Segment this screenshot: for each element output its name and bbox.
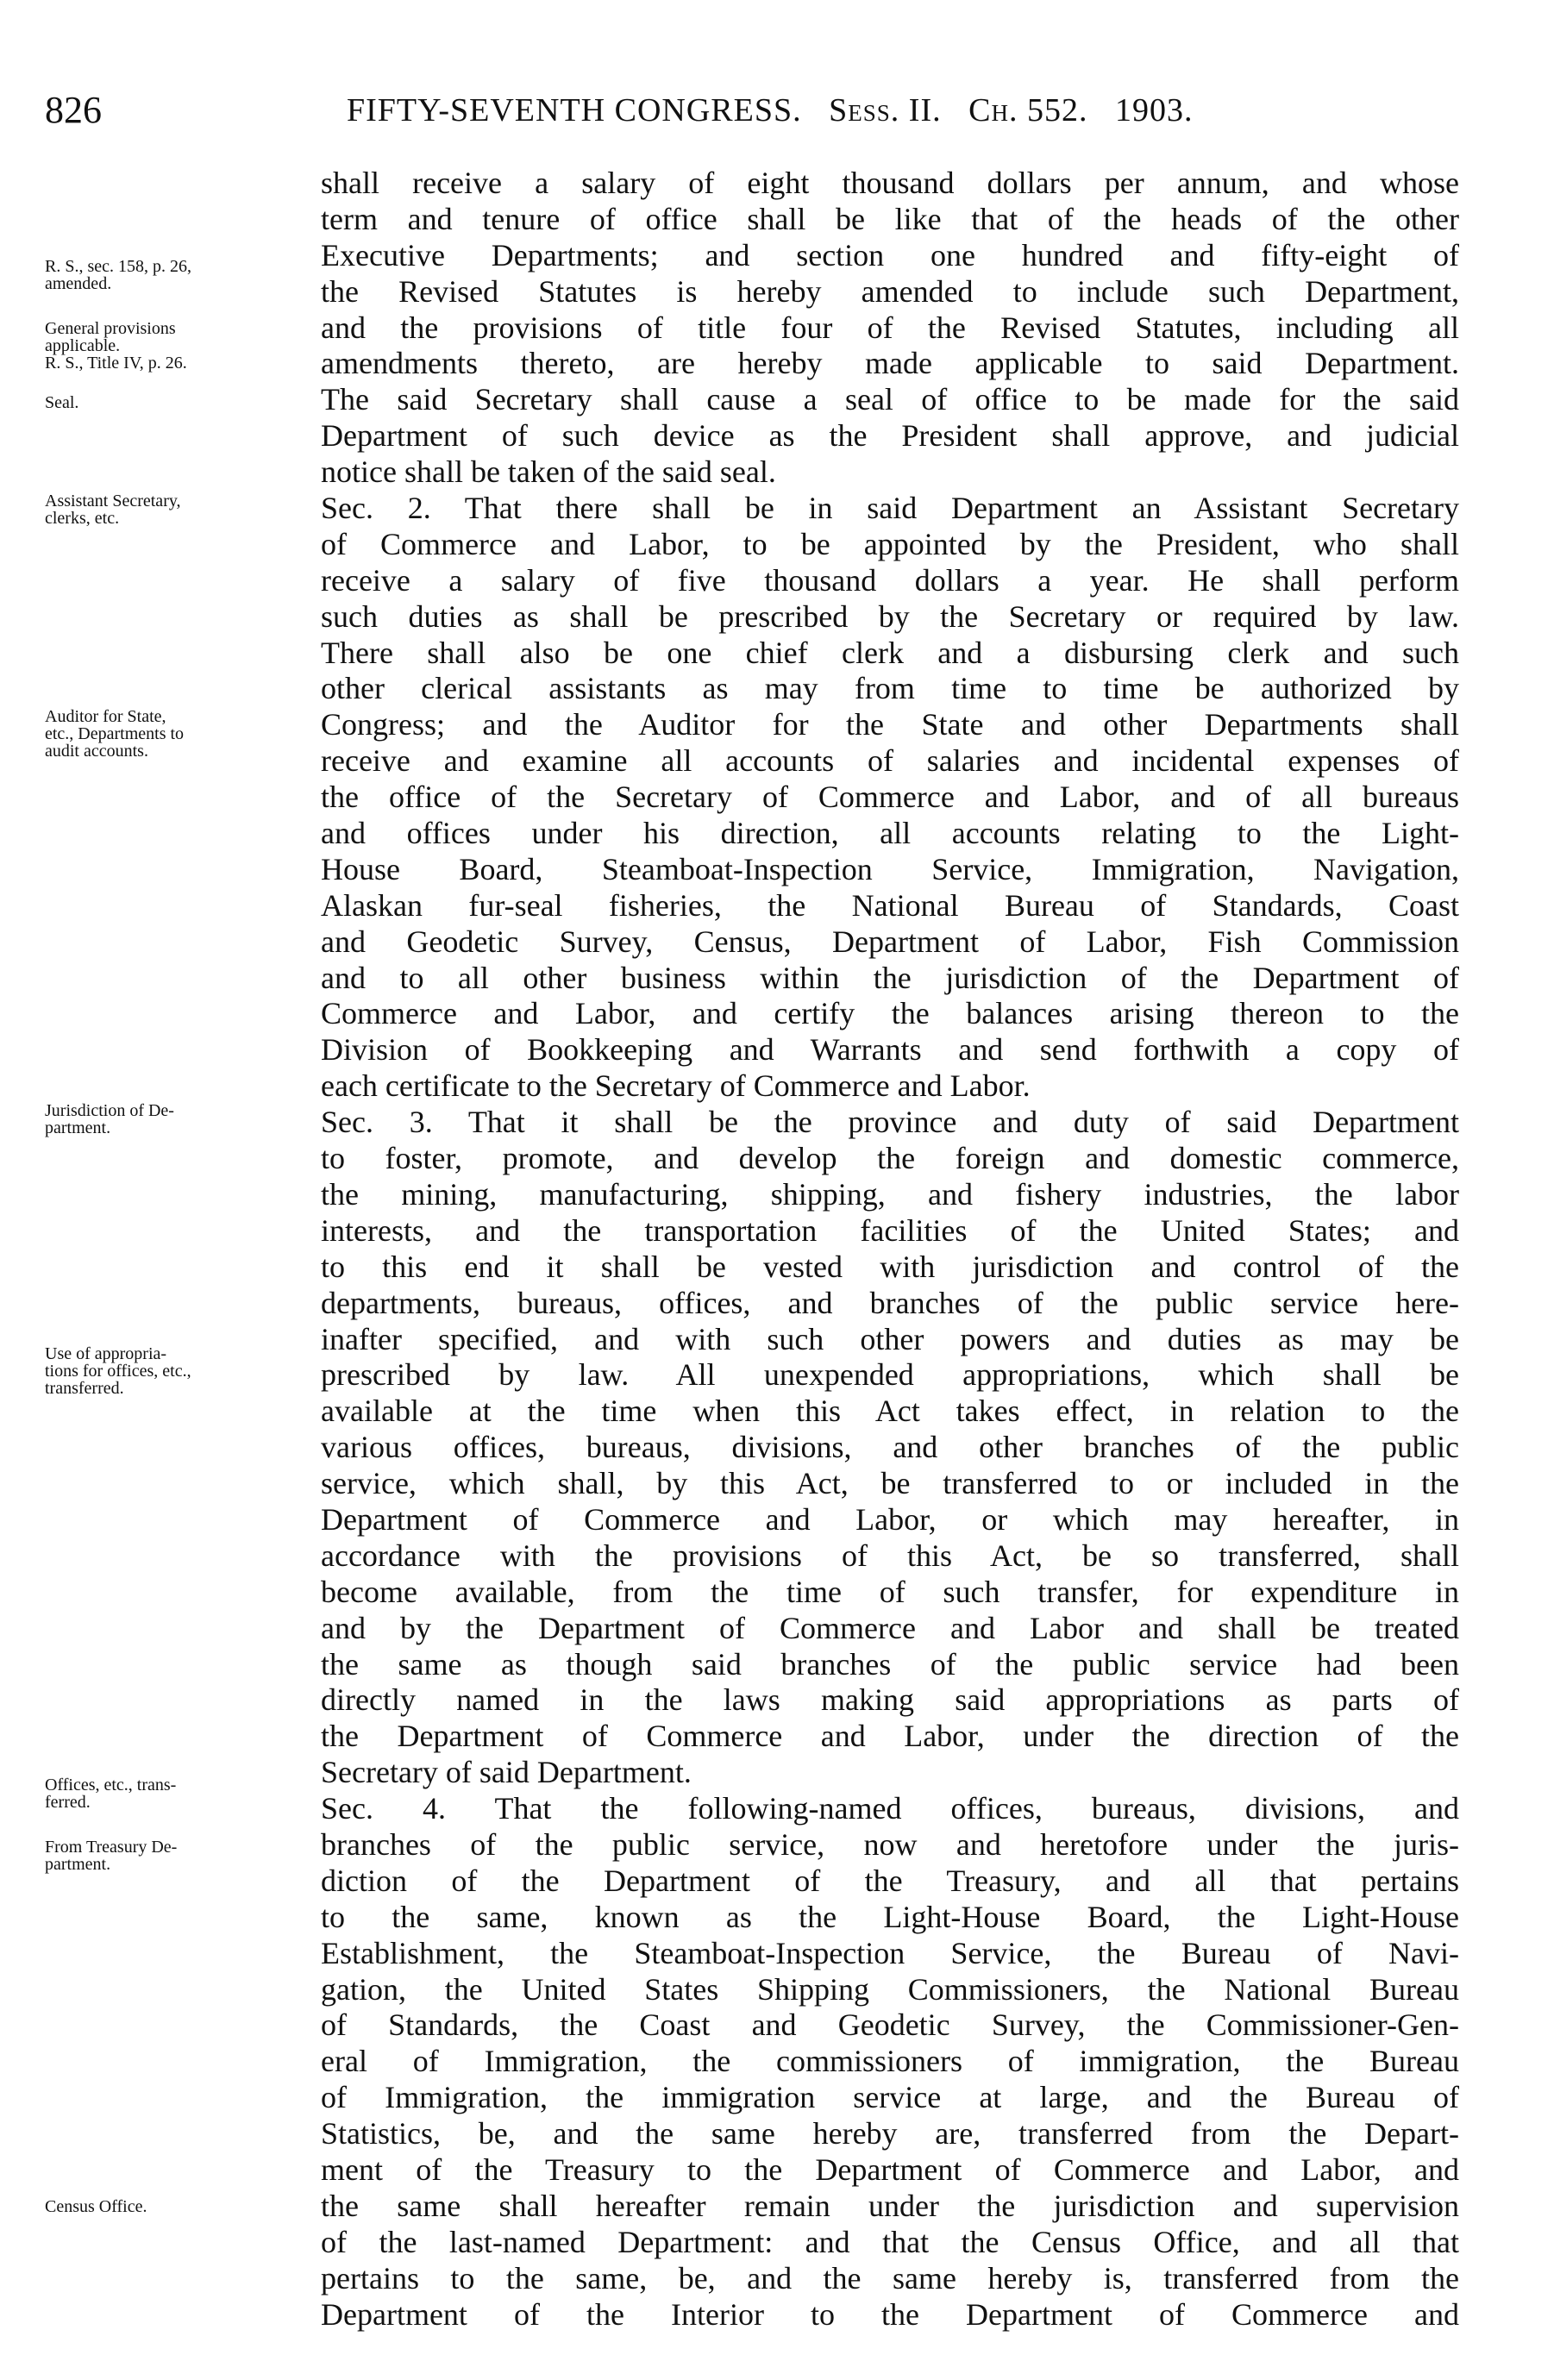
text-line: available at the time when this Act takes effect, in relation to the [321, 1394, 1459, 1429]
margin-note-census-office: Census Office. [45, 2197, 147, 2216]
margin-note-offices-transferred: Offices, etc., trans- ferred. [45, 1776, 177, 1812]
margin-notes [45, 0, 321, 2380]
margin-note-appropriations: Use of appropria- tions for offices, etc., transferred. [45, 1344, 191, 1398]
text-line: Congress; and the Auditor for the State and other Departments shall [321, 707, 1459, 742]
text-line: receive a salary of five thousand dollars a year. He shall perform [321, 562, 1459, 598]
text-line: Sec. 4. That the following-named offices, bureaus, divisions, and [321, 1791, 1459, 1826]
text-line: accordance with the provisions of this Act, be so transferred, shall [321, 1538, 1459, 1573]
text-line: the Revised Statutes is hereby amended to include such Department, [321, 273, 1459, 309]
text-line: various offices, bureaus, divisions, and other branches of the public [321, 1430, 1459, 1465]
text-line: the same shall hereafter remain under the jurisdiction and supervision [321, 2188, 1459, 2223]
text-line: amendments thereto, are hereby made applicable to said Department. [321, 346, 1459, 381]
margin-note-treasury: From Treasury De- partment. [45, 1838, 178, 1874]
text-line: the mining, manufacturing, shipping, and fishery industries, the labor [321, 1176, 1459, 1212]
text-line: Division of Bookkeeping and Warrants and send forthwith a copy of [321, 1032, 1459, 1068]
text-line: such duties as shall be prescribed by the Secretary or required by law. [321, 598, 1459, 634]
text-line: the office of the Secretary of Commerce and Labor, and of all bureaus [321, 780, 1459, 815]
text-line: ment of the Treasury to the Department of Commerce and Labor, and [321, 2151, 1459, 2187]
text-line: of Standards, the Coast and Geodetic Survey, the Commissioner-Gen- [321, 2007, 1459, 2043]
text-line: Secretary of said Department. [321, 1755, 692, 1790]
text-line: Sec. 2. That there shall be in said Department an Assistant Secretary [321, 491, 1459, 526]
text-line: and Geodetic Survey, Census, Department of Labor, Fish Commission [321, 924, 1459, 959]
text-line: There shall also be one chief clerk and a disbursing clerk and such [321, 635, 1459, 670]
text-line: Executive Departments; and section one hundred and fifty-eight of [321, 237, 1459, 272]
text-line: notice shall be taken of the said seal. [321, 454, 776, 490]
text-line: the Department of Commerce and Labor, under the direction of the [321, 1719, 1459, 1754]
text-line: the same as though said branches of the public service had been [321, 1646, 1459, 1682]
text-line: Department of such device as the President shall approve, and judicial [321, 418, 1459, 454]
text-line: of Commerce and Labor, to be appointed by the President, who shall [321, 526, 1459, 561]
text-line: prescribed by law. All unexpended appropriations, which shall be [321, 1357, 1459, 1393]
text-line: branches of the public service, now and heretofore under the juris- [321, 1826, 1459, 1862]
text-line: and the provisions of title four of the Revised Statutes, including all [321, 310, 1459, 345]
text-line: other clerical assistants as may from time to time be authorized by [321, 671, 1459, 706]
text-line: receive and examine all accounts of salaries and incidental expenses of [321, 743, 1459, 779]
text-line: to foster, promote, and develop the foreign and domestic commerce, [321, 1141, 1459, 1176]
text-line: diction of the Department of the Treasury, and all that pertains [321, 1863, 1459, 1898]
congress-title: FIFTY-SEVENTH CONGRESS. [347, 92, 802, 128]
margin-note-seal: Seal. [45, 393, 79, 412]
text-line: and offices under his direction, all accounts relating to the Light- [321, 816, 1459, 851]
text-line: Alaskan fur-seal fisheries, the National Bureau of Standards, Coast [321, 887, 1459, 923]
text-line: shall receive a salary of eight thousand dollars per annum, and whose [321, 166, 1459, 200]
chapter-label: Ch. 552. [968, 92, 1088, 128]
text-line: become available, from the time of such transfer, for expenditure in [321, 1574, 1459, 1609]
text-line: of Immigration, the immigration service at large, and the Bureau of [321, 2080, 1459, 2115]
text-line: gation, the United States Shipping Commissioners, the National Bureau [321, 1971, 1459, 2007]
text-line: Department of Commerce and Labor, or which may hereafter, in [321, 1501, 1459, 1537]
page-number: 826 [45, 89, 102, 131]
text-line: eral of Immigration, the commissioners of immigration, the Bureau [321, 2044, 1459, 2079]
text-line: to the same, known as the Light-House Board, the Light-House [321, 1899, 1459, 1934]
text-line: of the last-named Department: and that the Census Office, and all that [321, 2224, 1459, 2259]
session-label: Sess. II. [829, 92, 942, 128]
text-line: House Board, Steamboat-Inspection Service, Immigration, Navigation, [321, 851, 1459, 886]
text-line: each certificate to the Secretary of Commerce and Labor. [321, 1068, 1031, 1104]
text-line: departments, bureaus, offices, and branches of the public service here- [321, 1285, 1459, 1320]
statute-body [321, 166, 1459, 2333]
text-line: and by the Department of Commerce and Labor and shall be treated [321, 1610, 1459, 1645]
text-line: Statistics, be, and the same hereby are, transferred from the Depart- [321, 2116, 1459, 2151]
text-line: Establishment, the Steamboat-Inspection Service, the Bureau of Navi- [321, 1935, 1459, 1970]
margin-note-rs-sec-158: R. S., sec. 158, p. 26, amended. [45, 257, 191, 293]
text-line: term and tenure of office shall be like that of the heads of the other [321, 201, 1459, 236]
text-line: Sec. 3. That it shall be the province and duty of said Department [321, 1105, 1459, 1140]
text-line: interests, and the transportation facilities of the United States; and [321, 1212, 1459, 1248]
running-head [347, 85, 1193, 136]
text-line: Commerce and Labor, and certify the balances arising thereon to the [321, 996, 1459, 1031]
text-line: directly named in the laws making said appropriations as parts of [321, 1682, 1459, 1718]
margin-note-auditor: Auditor for State, etc., Departments to audit accounts. [45, 707, 185, 761]
text-line: and to all other business within the jurisdiction of the Department of [321, 960, 1459, 995]
margin-note-general-provisions: General provisions applicable. R. S., Title IV, p. 26. [45, 319, 187, 373]
margin-note-assistant-secretary: Assistant Secretary, clerks, etc. [45, 492, 181, 528]
text-line: inafter specified, and with such other powers and duties as may be [321, 1321, 1459, 1356]
text-line: to this end it shall be vested with jurisdiction and control of the [321, 1249, 1459, 1284]
text-line: The said Secretary shall cause a seal of office to be made for the said [321, 382, 1459, 417]
text-line: service, which shall, by this Act, be transferred to or included in the [321, 1466, 1459, 1501]
year-label: 1903. [1114, 92, 1194, 128]
margin-note-jurisdiction: Jurisdiction of De- partment. [45, 1101, 174, 1137]
text-line: Department of the Interior to the Department of Commerce and [321, 2296, 1459, 2332]
text-line: pertains to the same, be, and the same hereby is, transferred from the [321, 2260, 1459, 2295]
